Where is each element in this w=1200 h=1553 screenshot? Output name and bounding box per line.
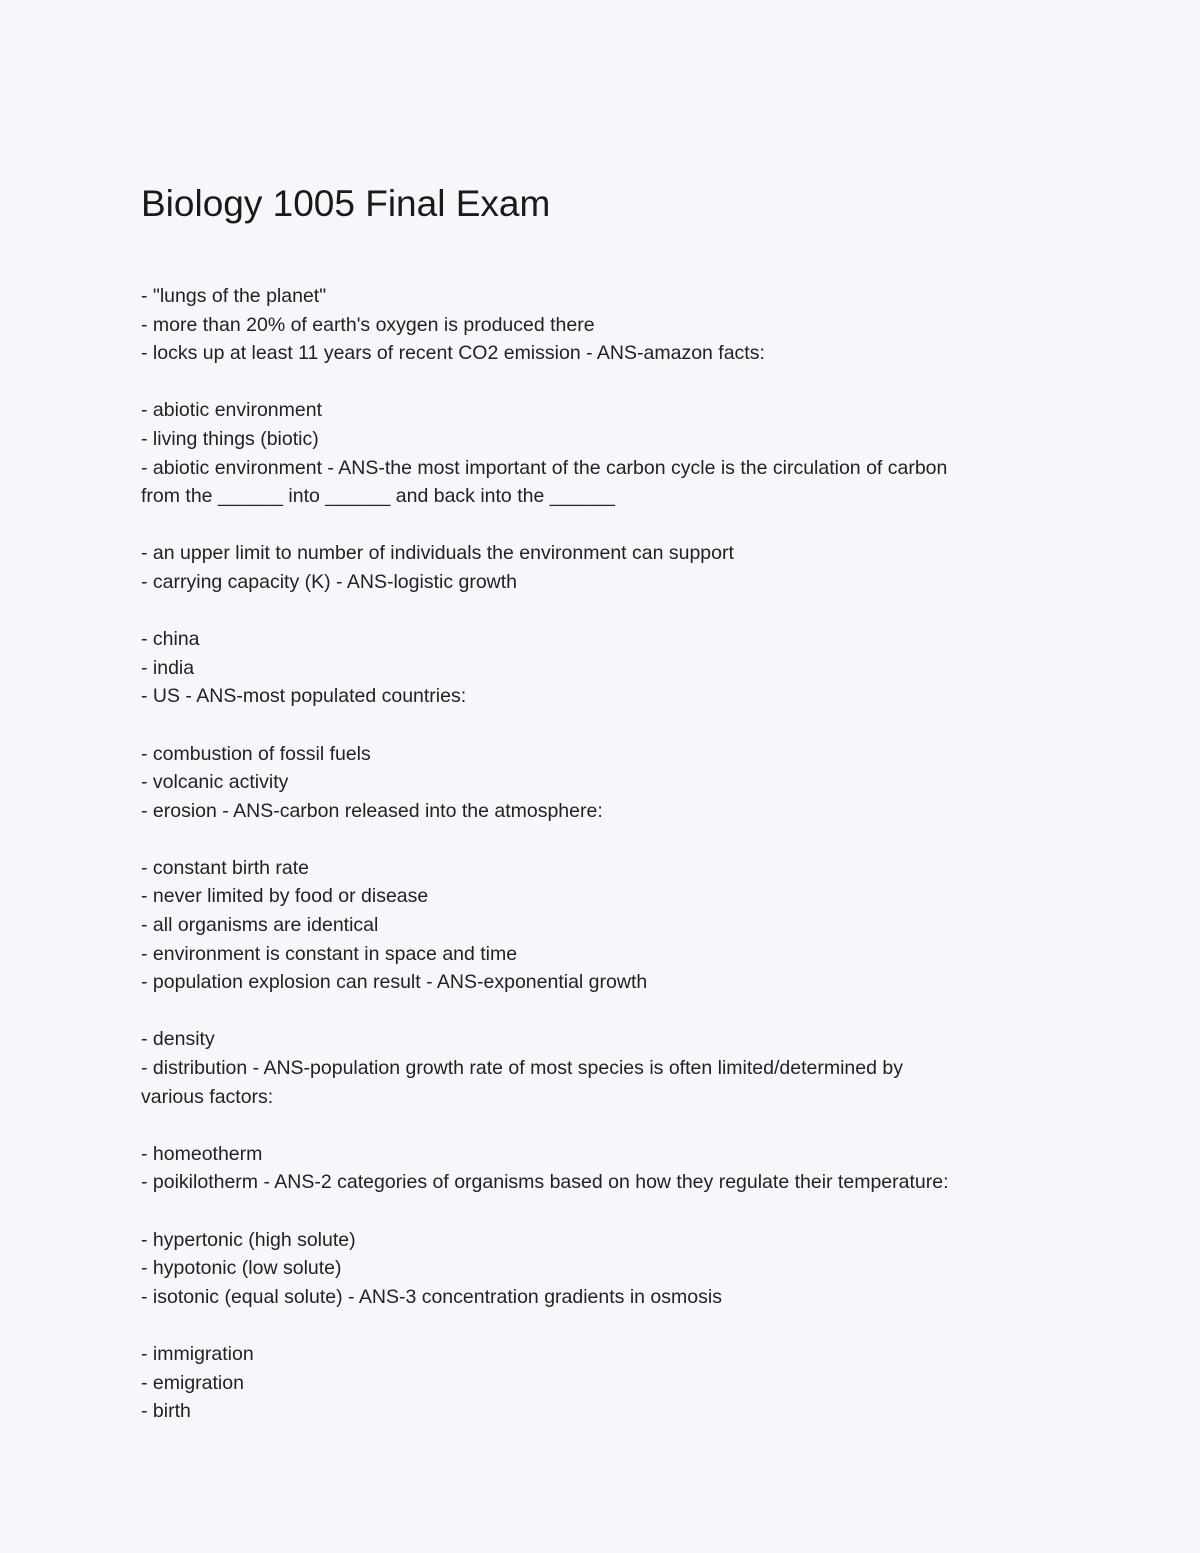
text-line: - population explosion can result - ANS-exponential growth (141, 971, 648, 994)
text-line: - china (141, 628, 200, 651)
flashcard-block (141, 854, 1061, 997)
flashcard-block (141, 1226, 1061, 1312)
text-line: - more than 20% of earth's oxygen is produced there (141, 313, 595, 336)
text-line: - constant birth rate (141, 856, 309, 879)
text-line: - abiotic environment (141, 399, 323, 422)
document-page (141, 181, 1061, 1426)
text-line: - hypertonic (high solute) (141, 1228, 356, 1251)
text-line: various factors: (141, 1085, 274, 1108)
flashcard-block (141, 1340, 1061, 1426)
document-title: Biology 1005 Final Exam (141, 183, 551, 224)
flashcard-block (141, 396, 1061, 510)
text-line: from the ______ into ______ and back into the ______ (141, 485, 615, 508)
block-spacer (141, 711, 1061, 740)
text-line: - hypotonic (low solute) (141, 1257, 342, 1280)
text-line: - emigration (141, 1371, 244, 1394)
block-spacer (141, 511, 1061, 540)
text-line: - distribution - ANS-population growth rate of most species is often limited/determined by (141, 1057, 903, 1080)
text-line: - homeotherm (141, 1142, 263, 1165)
text-line: - india (141, 656, 195, 679)
text-line: - all organisms are identical (141, 914, 379, 937)
text-line: - poikilotherm - ANS-2 categories of organisms based on how they regulate their temperature: (141, 1171, 949, 1194)
text-line: - erosion - ANS-carbon released into the atmosphere: (141, 799, 603, 822)
block-spacer (141, 1111, 1061, 1140)
block-spacer (141, 1197, 1061, 1226)
text-line: - volcanic activity (141, 771, 289, 794)
block-spacer (141, 1311, 1061, 1340)
block-spacer (141, 368, 1061, 397)
flashcard-block (141, 1025, 1061, 1111)
text-line: - carrying capacity (K) - ANS-logistic growth (141, 570, 518, 593)
flashcard-block (141, 1140, 1061, 1197)
flashcard-block (141, 282, 1061, 368)
text-line: - "lungs of the planet" (141, 285, 327, 307)
block-spacer (141, 597, 1061, 626)
flashcard-list (141, 282, 1061, 1426)
text-line: - living things (biotic) (141, 427, 319, 450)
text-line: - never limited by food or disease (141, 885, 429, 908)
text-line: - immigration (141, 1342, 254, 1365)
block-spacer (141, 997, 1061, 1026)
text-line: - combustion of fossil fuels (141, 742, 371, 765)
text-line: - abiotic environment - ANS-the most important of the carbon cycle is the circulation of carbon (141, 456, 948, 479)
text-line: - locks up at least 11 years of recent CO2 emission - ANS-amazon facts: (141, 342, 765, 365)
text-line: - isotonic (equal solute) - ANS-3 concentration gradients in osmosis (141, 1285, 722, 1308)
flashcard-block (141, 625, 1061, 711)
text-line: - density (141, 1028, 215, 1051)
flashcard-block (141, 740, 1061, 826)
text-line: - environment is constant in space and time (141, 942, 518, 965)
text-line: - US - ANS-most populated countries: (141, 685, 467, 708)
text-line: - an upper limit to number of individuals the environment can support (141, 542, 734, 565)
block-spacer (141, 825, 1061, 854)
text-line: - birth (141, 1400, 191, 1423)
flashcard-block (141, 539, 1061, 596)
